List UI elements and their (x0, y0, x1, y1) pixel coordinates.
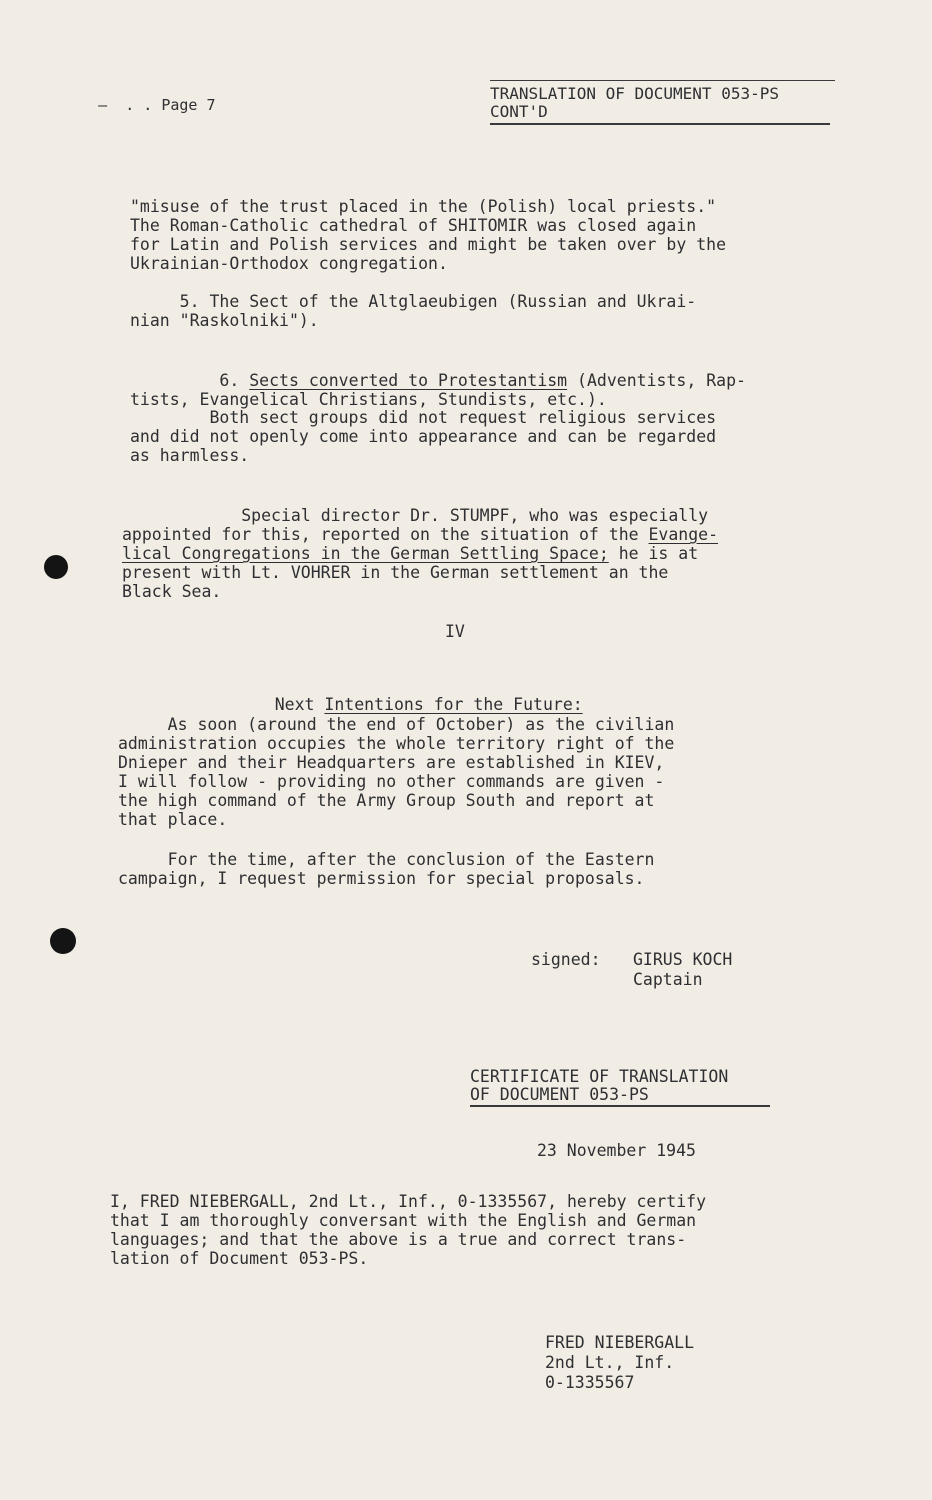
item6-heading: Sects converted to Protestantism (249, 371, 568, 390)
paragraph-stumpf (122, 487, 718, 620)
item6-line2: tists, Evangelical Christians, Stundists, etc.). (130, 390, 607, 409)
certificate-rule (470, 1105, 770, 1107)
stumpf-line2b: Evange- (648, 525, 719, 544)
punch-hole-lower (50, 928, 76, 954)
translator-serial: 0-1335567 (545, 1373, 635, 1392)
page-number: Page 7 (161, 96, 216, 114)
section-heading-underlined: Intentions for the Future: (324, 695, 583, 714)
page-marker (62, 77, 216, 134)
section-heading-plain: Next (274, 695, 325, 714)
stumpf-line3a: lical Congregations in the German Settling Space; (122, 544, 609, 563)
translator-name: FRED NIEBERGALL (545, 1333, 695, 1352)
signed-label: signed: (531, 950, 601, 969)
stumpf-line4: present with Lt. VOHRER in the German settlement an the (122, 563, 669, 582)
certificate-title-line1: CERTIFICATE OF TRANSLATION (470, 1067, 729, 1086)
translator-rank: 2nd Lt., Inf. (545, 1353, 675, 1372)
header-title-line2: CONT'D (490, 102, 548, 121)
certificate-text: I, FRED NIEBERGALL, 2nd Lt., Inf., 0-1335567, hereby certify that I am thoroughly conversant with the English and German languages; and that the above is a true and correct trans- lation of Document 053-PS. (110, 1192, 707, 1268)
signer-name: GIRUS KOCH (633, 950, 733, 969)
item6-number: 6. (169, 371, 250, 390)
stumpf-line2a: appointed for this, reported on the situation of the (122, 525, 649, 544)
paragraph-priests: "misuse of the trust placed in the (Polish) local priests." The Roman-Catholic cathedral of SHITOMIR was closed again for Latin and Polish services and might be taken over by the Ukrainian-Orthodox congregation. (130, 197, 727, 273)
page-dash: — . . (98, 96, 162, 114)
paragraph-harmless: Both sect groups did not request religious services and did not openly come into appearance and can be regarded as harmless. (130, 408, 717, 465)
stumpf-line3b: he is at (608, 544, 699, 563)
punch-hole-upper (44, 555, 68, 579)
paragraph-intentions: As soon (around the end of October) as the civilian administration occupies the whole territory right of the Dnieper and their Headquarters are established in KIEV, I will follow - providing no other commands are given - the high command of the Army Group South and report at that place. (118, 715, 675, 829)
header-rule-top (490, 80, 835, 81)
header-title-line1: TRANSLATION OF DOCUMENT 053-PS (490, 84, 779, 103)
signer-rank: Captain (633, 970, 703, 989)
section-numeral: IV (445, 622, 465, 641)
header-rule-bottom (490, 123, 830, 125)
certificate-title-line2: OF DOCUMENT 053-PS (470, 1085, 649, 1104)
paragraph-proposals: For the time, after the conclusion of the Eastern campaign, I request permission for special proposals. (118, 850, 655, 888)
certificate-date: 23 November 1945 (537, 1141, 696, 1160)
item6-rest: (Adventists, Rap- (567, 371, 746, 390)
paragraph-sect-5: 5. The Sect of the Altglaeubigen (Russian and Ukrai- nian "Raskolniki"). (130, 292, 697, 330)
stumpf-line5: Black Sea. (122, 582, 222, 601)
stumpf-line1: Special director Dr. STUMPF, who was especially (161, 506, 709, 525)
